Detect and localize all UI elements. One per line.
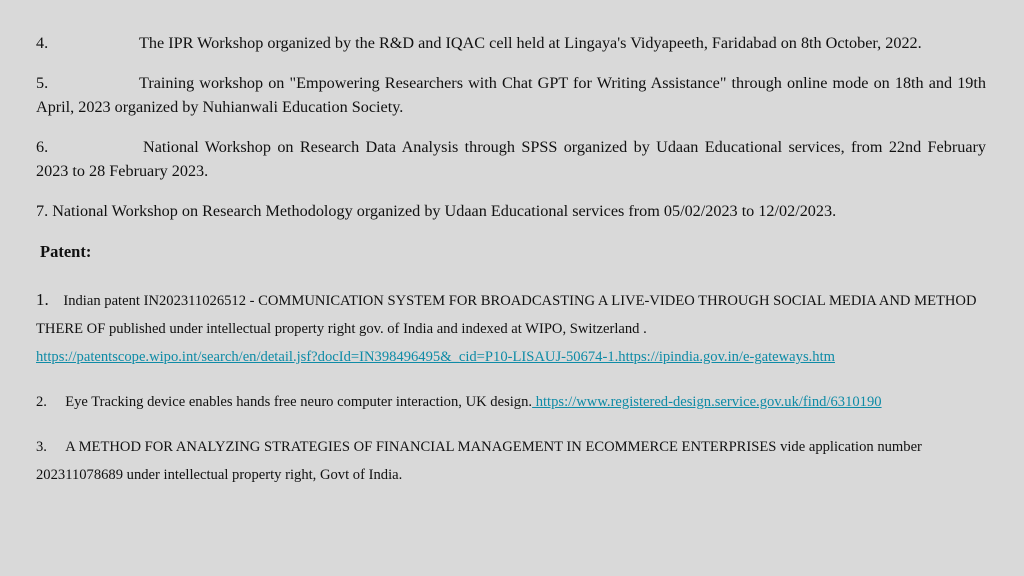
workshop-number: 6.	[36, 138, 49, 156]
workshop-item-4	[36, 31, 986, 55]
patent-item-1	[36, 286, 986, 371]
patent-number: 2.	[36, 394, 47, 410]
patent-link[interactable]: https://www.registered-design.service.gov.uk/find/6310190	[532, 394, 882, 410]
slide-content	[36, 0, 986, 576]
patent-item-3	[36, 433, 986, 489]
workshop-item-6	[36, 135, 986, 183]
patent-number: 1.	[36, 290, 49, 309]
workshop-text: The IPR Workshop organized by the R&D and IQAC cell held at Lingaya's Vidyapeeth, Faridabad on 8th October, 2022.	[139, 34, 922, 52]
workshop-text: Training workshop on "Empowering Researchers with Chat GPT for Writing Assistance" through online mode on 18th and 19th April, 2023 organized by Nuhianwali Education Society.	[36, 74, 986, 116]
workshop-number: 5.	[36, 74, 49, 92]
patent-heading: Patent:	[40, 242, 92, 261]
patent-item-2	[36, 388, 986, 416]
workshop-text: 7. National Workshop on Research Methodology organized by Udaan Educational services from 05/02/2023 to 12/02/2023.	[36, 202, 837, 220]
workshop-text: National Workshop on Research Data Analysis through SPSS organized by Udaan Educational services, from 22nd February 2023 to 28 February 2023.	[36, 138, 986, 180]
patent-link[interactable]: https://patentscope.wipo.int/search/en/detail.jsf?docId=IN398496495&_cid=P10-LISAUJ-50674-1.https://ipindia.gov.in/e-gateways.htm	[36, 349, 835, 365]
workshop-item-7	[36, 199, 986, 223]
patent-text: A METHOD FOR ANALYZING STRATEGIES OF FINANCIAL MANAGEMENT IN ECOMMERCE ENTERPRISES vide application number 202311078689 under intellectual property right, Govt of India.	[36, 439, 922, 483]
workshop-number: 4.	[36, 34, 49, 52]
patent-text: Indian patent IN202311026512 - COMMUNICATION SYSTEM FOR BROADCASTING A LIVE-VIDEO THROUGH SOCIAL MEDIA AND METHOD THERE OF published under intellectual property right gov. of India and indexed at WIPO, Switzerland .	[36, 293, 977, 337]
patent-number: 3.	[36, 439, 47, 455]
workshop-item-5	[36, 71, 986, 119]
patent-text: Eye Tracking device enables hands free neuro computer interaction, UK design.	[65, 394, 533, 410]
